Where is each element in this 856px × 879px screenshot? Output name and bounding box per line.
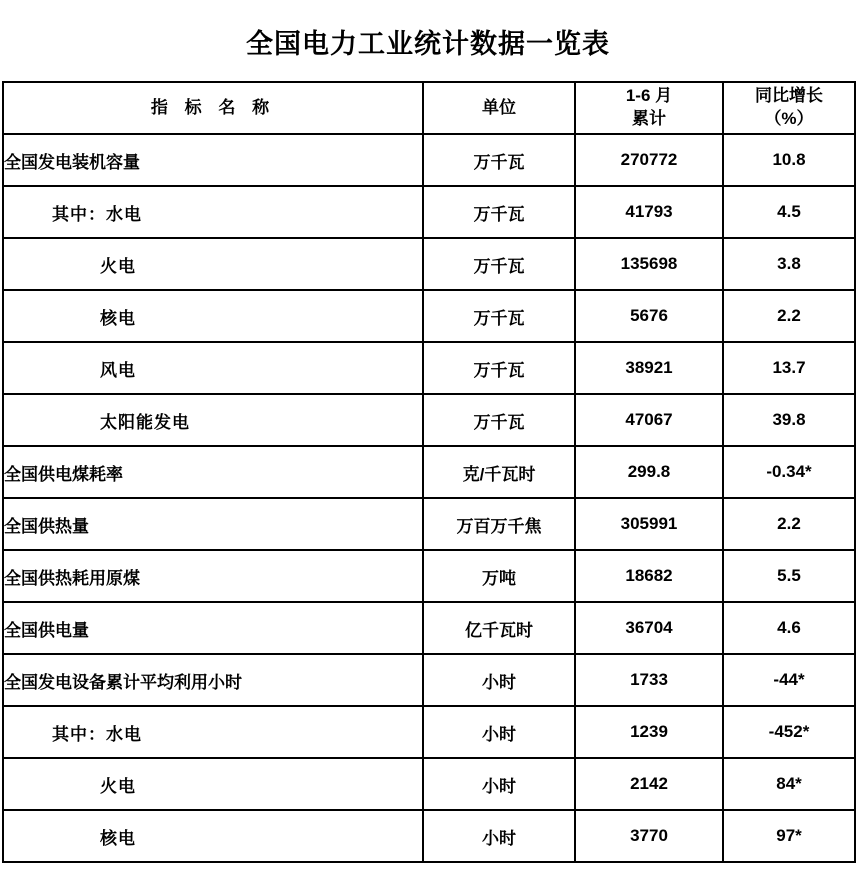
column-header-indicator-name: 指 标 名 称 — [3, 82, 423, 134]
row-indicator-name: 其中：水电 — [3, 706, 423, 758]
table-row — [3, 550, 855, 602]
row-cumulative-value: 1733 — [575, 654, 723, 706]
table-row — [3, 758, 855, 810]
row-growth-value: -44* — [723, 654, 855, 706]
row-indicator-name: 全国供电量 — [3, 602, 423, 654]
table-row — [3, 186, 855, 238]
row-unit: 克/千瓦时 — [423, 446, 575, 498]
row-cumulative-value: 3770 — [575, 810, 723, 862]
row-growth-value: 2.2 — [723, 290, 855, 342]
row-growth-value: 13.7 — [723, 342, 855, 394]
table-header-row — [3, 82, 855, 134]
row-unit: 亿千瓦时 — [423, 602, 575, 654]
table-body — [3, 134, 855, 862]
row-cumulative-value: 305991 — [575, 498, 723, 550]
row-indicator-name: 全国发电设备累计平均利用小时 — [3, 654, 423, 706]
row-cumulative-value: 18682 — [575, 550, 723, 602]
row-indicator-name: 太阳能发电 — [3, 394, 423, 446]
table-row — [3, 654, 855, 706]
row-unit: 小时 — [423, 706, 575, 758]
row-cumulative-value: 1239 — [575, 706, 723, 758]
row-growth-value: -0.34* — [723, 446, 855, 498]
row-cumulative-value: 270772 — [575, 134, 723, 186]
row-growth-value: 10.8 — [723, 134, 855, 186]
table-row — [3, 342, 855, 394]
table-row — [3, 602, 855, 654]
row-unit: 万千瓦 — [423, 342, 575, 394]
table-row — [3, 706, 855, 758]
row-unit: 万千瓦 — [423, 238, 575, 290]
row-cumulative-value: 135698 — [575, 238, 723, 290]
column-header-cumulative-line2: 累计 — [632, 109, 666, 128]
row-unit: 万千瓦 — [423, 394, 575, 446]
row-indicator-name: 核电 — [3, 290, 423, 342]
row-indicator-name: 全国供电煤耗率 — [3, 446, 423, 498]
row-growth-value: 5.5 — [723, 550, 855, 602]
power-statistics-table — [2, 81, 856, 863]
row-indicator-name: 全国发电装机容量 — [3, 134, 423, 186]
row-indicator-name: 核电 — [3, 810, 423, 862]
row-growth-value: -452* — [723, 706, 855, 758]
row-unit: 小时 — [423, 654, 575, 706]
row-unit: 万千瓦 — [423, 134, 575, 186]
column-header-unit: 单位 — [423, 82, 575, 134]
row-unit: 万千瓦 — [423, 186, 575, 238]
row-indicator-name: 火电 — [3, 238, 423, 290]
row-cumulative-value: 41793 — [575, 186, 723, 238]
table-row — [3, 446, 855, 498]
table-row — [3, 238, 855, 290]
row-cumulative-value: 47067 — [575, 394, 723, 446]
row-indicator-name: 风电 — [3, 342, 423, 394]
row-growth-value: 4.6 — [723, 602, 855, 654]
row-indicator-name: 全国供热量 — [3, 498, 423, 550]
row-cumulative-value: 38921 — [575, 342, 723, 394]
row-unit: 小时 — [423, 758, 575, 810]
row-unit: 小时 — [423, 810, 575, 862]
table-row — [3, 290, 855, 342]
row-cumulative-value: 299.8 — [575, 446, 723, 498]
row-indicator-name: 全国供热耗用原煤 — [3, 550, 423, 602]
column-header-cumulative — [575, 82, 723, 134]
row-growth-value: 2.2 — [723, 498, 855, 550]
row-cumulative-value: 5676 — [575, 290, 723, 342]
row-growth-value: 3.8 — [723, 238, 855, 290]
row-growth-value: 84* — [723, 758, 855, 810]
row-unit: 万吨 — [423, 550, 575, 602]
table-row — [3, 394, 855, 446]
column-header-growth-line1: 同比增长 — [755, 86, 823, 106]
table-row — [3, 810, 855, 862]
column-header-growth-line2: （%） — [764, 109, 814, 128]
row-growth-value: 39.8 — [723, 394, 855, 446]
row-indicator-name: 其中：水电 — [3, 186, 423, 238]
column-header-growth — [723, 82, 855, 134]
table-header — [3, 82, 855, 134]
column-header-cumulative-line1: 1-6 月 — [625, 86, 673, 106]
row-unit: 万千瓦 — [423, 290, 575, 342]
row-growth-value: 97* — [723, 810, 855, 862]
row-growth-value: 4.5 — [723, 186, 855, 238]
page-title: 全国电力工业统计数据一览表 — [246, 29, 610, 59]
row-cumulative-value: 36704 — [575, 602, 723, 654]
row-unit: 万百万千焦 — [423, 498, 575, 550]
table-row — [3, 134, 855, 186]
row-cumulative-value: 2142 — [575, 758, 723, 810]
row-indicator-name: 火电 — [3, 758, 423, 810]
table-row — [3, 498, 855, 550]
